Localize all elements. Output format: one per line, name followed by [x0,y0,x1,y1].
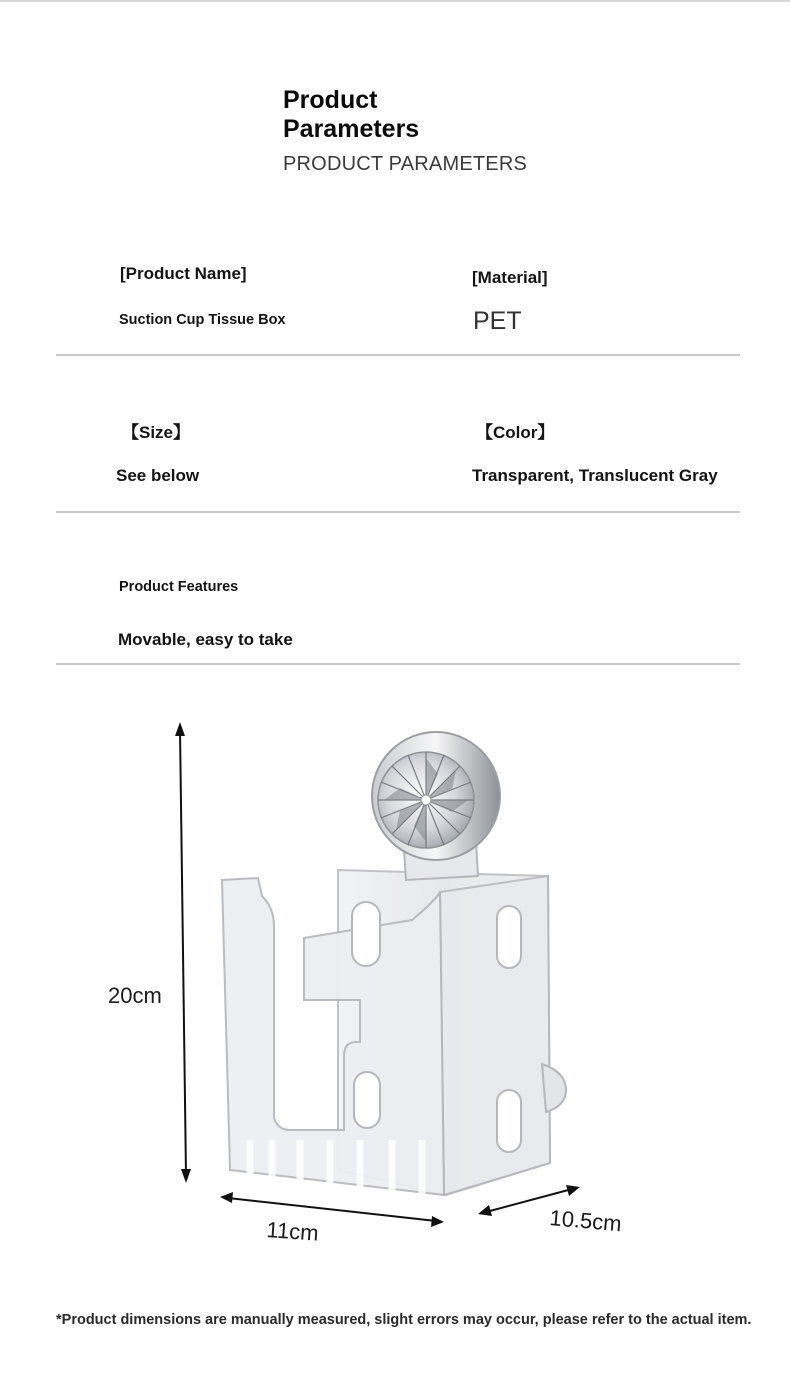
size-value: See below [116,466,200,485]
depth-label: 10.5cm [548,1205,623,1237]
page-subtitle: PRODUCT PARAMETERS [283,153,528,175]
footnote: *Product dimensions are manually measured, slight errors may occur, please refer to the actual item. [56,1312,752,1328]
width-label: 11cm [265,1217,320,1246]
size-label: 【Size】 [122,423,191,442]
product-name-value: Suction Cup Tissue Box [119,312,286,328]
top-border [0,0,790,2]
divider [56,354,740,356]
product-name-label: [Product Name] [120,264,247,283]
features-value: Movable, easy to take [118,630,293,649]
material-label: [Material] [472,268,548,287]
page-title: Product Parameters [283,86,420,143]
material-value: PET [473,307,522,335]
color-label: 【Color】 [476,423,555,442]
product-dimension-figure [0,700,790,1260]
width-arrow [220,1192,444,1227]
divider [56,663,740,665]
tissue-box-illustration [222,732,566,1195]
height-label: 20cm [108,983,162,1008]
section-header [283,86,603,176]
features-label: Product Features [119,579,239,595]
color-value: Transparent, Translucent Gray [472,466,718,485]
divider [56,511,740,513]
height-arrow [175,722,191,1183]
